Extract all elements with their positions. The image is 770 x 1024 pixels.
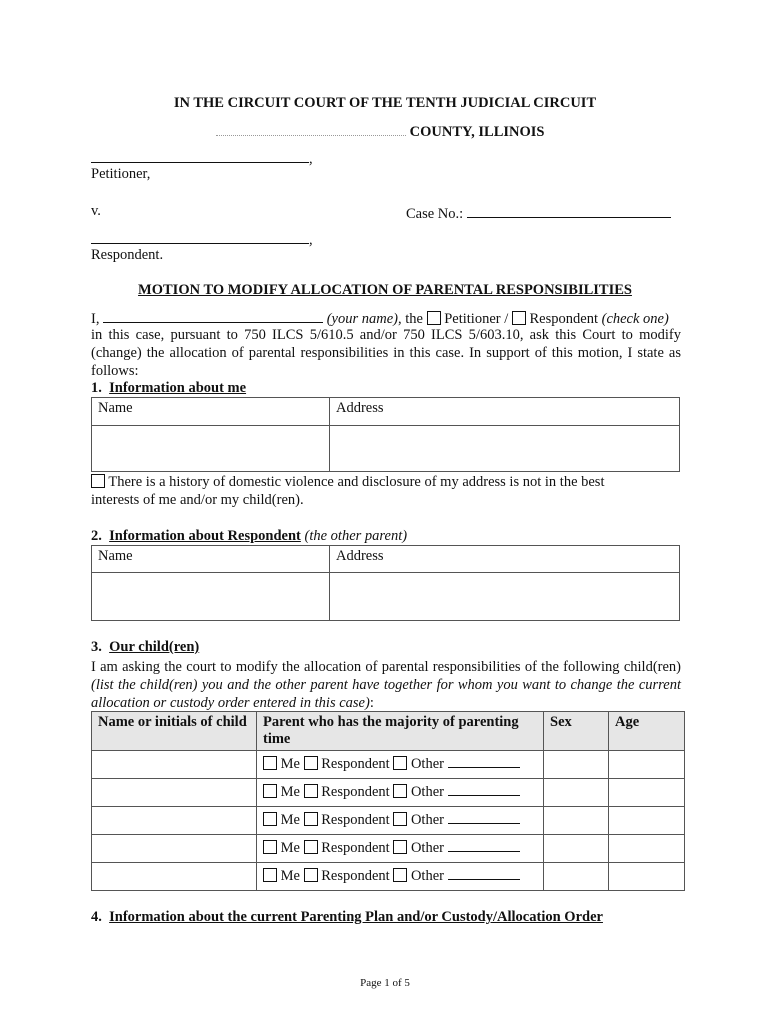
county-blank[interactable] [216, 121, 406, 136]
respondent-info-table [91, 545, 680, 621]
respondent-label: Respondent. [91, 247, 164, 263]
my-info-table [91, 397, 680, 472]
child-row [92, 863, 685, 891]
me-checkbox[interactable] [263, 784, 277, 798]
parenting-time-cell [257, 751, 544, 779]
respondent-checkbox[interactable] [304, 756, 318, 770]
child-row [92, 779, 685, 807]
county-label: COUNTY, ILLINOIS [409, 124, 545, 140]
respondent-name-blank[interactable] [91, 229, 309, 244]
other-option-label: Other [410, 868, 444, 884]
respondent-option-label: Respondent [321, 784, 390, 800]
i-label: I, [91, 311, 100, 327]
parenting-time-cell [257, 807, 544, 835]
case-number-blank[interactable] [467, 203, 671, 218]
child-name-header: Name or initials of child [92, 712, 257, 751]
section3-title: Our child(ren) [109, 639, 200, 655]
versus-label: v. [91, 203, 101, 219]
my-name-header: Name [92, 398, 330, 426]
petitioner-name-blank[interactable] [91, 148, 309, 163]
child-name-cell[interactable] [92, 779, 257, 807]
child-name-cell[interactable] [92, 751, 257, 779]
children-table [91, 711, 685, 891]
respondent-address-header: Address [330, 546, 680, 573]
respondent-option-label: Respondent [321, 812, 390, 828]
child-row [92, 807, 685, 835]
me-option-label: Me [280, 784, 300, 800]
parenting-time-cell [257, 779, 544, 807]
case-number-field [406, 203, 671, 223]
comma: , [309, 232, 313, 248]
age-cell[interactable] [609, 779, 685, 807]
section3-body [91, 658, 681, 712]
my-address-header: Address [330, 398, 680, 426]
section1-heading [91, 380, 246, 397]
section2-subtitle: (the other parent) [304, 528, 408, 544]
other-checkbox[interactable] [393, 868, 407, 882]
petitioner-name-field [91, 148, 313, 168]
dv-line1 [91, 474, 604, 491]
respondent-option-label: Respondent [321, 840, 390, 856]
petitioner-option-label: Petitioner / [444, 311, 509, 327]
case-number-label: Case No.: [406, 206, 464, 222]
sex-cell[interactable] [544, 751, 609, 779]
age-cell[interactable] [609, 835, 685, 863]
child-name-cell[interactable] [92, 863, 257, 891]
sex-cell[interactable] [544, 863, 609, 891]
petitioner-checkbox[interactable] [427, 311, 441, 325]
age-header: Age [609, 712, 685, 751]
me-checkbox[interactable] [263, 812, 277, 826]
child-row [92, 835, 685, 863]
other-option-label: Other [410, 812, 444, 828]
respondent-address-cell[interactable] [330, 573, 680, 621]
other-option-label: Other [410, 756, 444, 772]
other-blank[interactable] [448, 867, 520, 880]
check-one-hint: (check one) [601, 311, 669, 327]
age-cell[interactable] [609, 751, 685, 779]
me-checkbox[interactable] [263, 756, 277, 770]
me-checkbox[interactable] [263, 868, 277, 882]
respondent-option-label: Respondent [529, 311, 598, 327]
section4-heading [91, 909, 603, 926]
comma: , [309, 151, 313, 167]
your-name-hint: (your name) [326, 311, 398, 327]
my-name-cell[interactable] [92, 426, 330, 472]
child-name-cell[interactable] [92, 835, 257, 863]
section4-number: 4. [91, 909, 102, 925]
page-number: Page 1 of 5 [360, 977, 410, 989]
intro-first-line [91, 308, 669, 328]
respondent-name-field [91, 229, 313, 249]
other-checkbox[interactable] [393, 840, 407, 854]
age-cell[interactable] [609, 863, 685, 891]
section2-title: Information about Respondent [109, 528, 301, 544]
me-option-label: Me [280, 756, 300, 772]
section3-heading [91, 639, 199, 656]
your-name-blank[interactable] [103, 308, 323, 323]
section2-heading [91, 528, 407, 545]
parenting-time-cell [257, 863, 544, 891]
section1-title: Information about me [109, 380, 247, 396]
my-address-cell[interactable] [330, 426, 680, 472]
parenting-time-cell [257, 835, 544, 863]
me-option-label: Me [280, 868, 300, 884]
dv-line2: interests of me and/or my child(ren). [91, 492, 304, 508]
other-blank[interactable] [448, 783, 520, 796]
respondent-checkbox[interactable] [512, 311, 526, 325]
other-option-label: Other [410, 840, 444, 856]
child-name-cell[interactable] [92, 807, 257, 835]
respondent-checkbox[interactable] [304, 868, 318, 882]
dv-text: There is a history of domestic violence and disclosure of my address is not in the best [108, 474, 605, 490]
court-heading: IN THE CIRCUIT COURT OF THE TENTH JUDICIAL CIRCUIT [173, 95, 597, 111]
section3-body-colon: : [369, 695, 374, 711]
other-checkbox[interactable] [393, 784, 407, 798]
respondent-option-label: Respondent [321, 756, 390, 772]
section2-number: 2. [91, 528, 102, 544]
section3-body-plain: I am asking the court to modify the allocation of parental responsibilities of the following child(ren) [91, 659, 681, 675]
other-checkbox[interactable] [393, 812, 407, 826]
section3-number: 3. [91, 639, 102, 655]
me-option-label: Me [280, 812, 300, 828]
section1-number: 1. [91, 380, 102, 396]
petitioner-label: Petitioner, [91, 166, 151, 182]
intro-body: in this case, pursuant to 750 ILCS 5/610.5 and/or 750 ILCS 5/603.10, ask this Court to modify (change) the allocation of parental responsibilities in this case. In support of this motion, I state as follows: [91, 327, 681, 379]
sex-cell[interactable] [544, 779, 609, 807]
other-checkbox[interactable] [393, 756, 407, 770]
respondent-option-label: Respondent [321, 868, 390, 884]
other-blank[interactable] [448, 811, 520, 824]
respondent-name-header: Name [92, 546, 330, 573]
me-option-label: Me [280, 840, 300, 856]
respondent-checkbox[interactable] [304, 784, 318, 798]
section4-title: Information about the current Parenting Plan and/or Custody/Allocation Order [109, 909, 603, 925]
other-blank[interactable] [448, 839, 520, 852]
respondent-checkbox[interactable] [304, 840, 318, 854]
respondent-checkbox[interactable] [304, 812, 318, 826]
section3-body-italic: (list the child(ren) you and the other parent have together for whom you want to change the current allocation or custody order entered in this case) [91, 677, 681, 711]
respondent-name-cell[interactable] [92, 573, 330, 621]
me-checkbox[interactable] [263, 840, 277, 854]
the-text: , the [398, 311, 423, 327]
sex-cell[interactable] [544, 835, 609, 863]
child-row [92, 751, 685, 779]
domestic-violence-checkbox[interactable] [91, 474, 105, 488]
other-option-label: Other [410, 784, 444, 800]
age-cell[interactable] [609, 807, 685, 835]
parenting-time-header: Parent who has the majority of parenting time [257, 712, 544, 751]
other-blank[interactable] [448, 755, 520, 768]
sex-header: Sex [544, 712, 609, 751]
motion-title: MOTION TO MODIFY ALLOCATION OF PARENTAL RESPONSIBILITIES [138, 282, 632, 298]
county-line [216, 121, 544, 141]
sex-cell[interactable] [544, 807, 609, 835]
